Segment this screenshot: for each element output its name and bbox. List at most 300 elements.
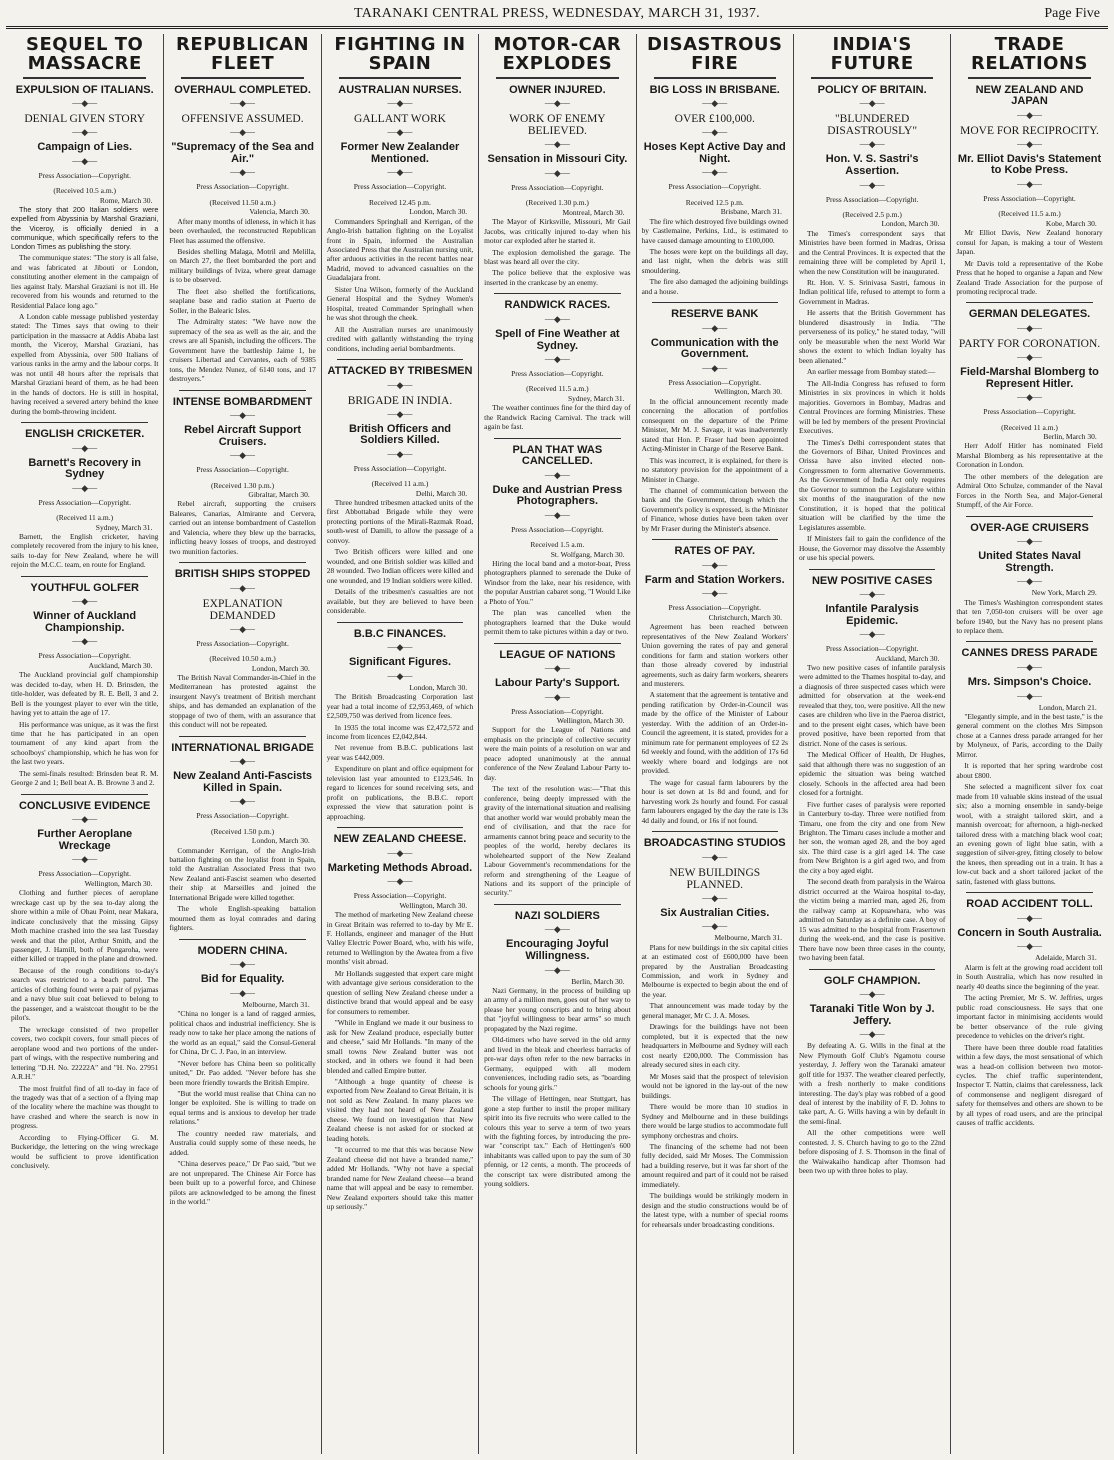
news-story <box>169 939 315 1207</box>
paragraph: The weather continues fine for the third day of the Randwick Racing Carnival. The track will again be fast. <box>484 403 631 432</box>
dateline: St. Wolfgang, March 30. <box>550 549 625 559</box>
story-headline: Communication with the Government. <box>650 336 779 361</box>
wire-credit: Press Association—Copyright. <box>511 183 604 192</box>
column-headline: REPUBLICAN FLEET <box>176 34 310 74</box>
story-separator <box>494 904 620 905</box>
paragraph: Rt. Hon. V. S. Srinivasa Sastri, famous in Indian political life, refused to attempt to form a Government in Madras. <box>798 278 946 306</box>
paragraph: The wage for casual farm labourers by the hour is set down at 1s 8d and found, and for harvesting work 2s hourly and found. For casual farm labourers engaged by the day the rate is 13s 4d daily and found, or 16s if not found. <box>641 777 788 825</box>
story-headline: Former New Zealander Mentioned. <box>340 141 460 165</box>
head-divider: —◆— <box>72 127 98 138</box>
headline-rule <box>811 77 933 79</box>
paragraph: According to Flying-Officer G. M. Buckeridge, the lettering on the wing wreckage would be sufficient to prove identification conclusively. <box>11 1132 159 1171</box>
story-body <box>799 229 945 563</box>
wire-credit: (Received 1.30 p.m.) <box>525 198 589 208</box>
wire-credit: (Received 11.5 a.m.) <box>526 384 589 394</box>
masthead <box>0 0 1114 26</box>
dateline: New York, March 29. <box>1031 588 1097 598</box>
news-story <box>484 438 630 637</box>
news-story <box>799 569 945 963</box>
paragraph: The fleet also shelled the fortifications, seaplane base and radio station at Puerto de Soller, in the Balearic Isles. <box>169 286 316 315</box>
paragraph: The Medical Officer of Health, Dr Hughes, said that although there was no suggestion of an epidemic the situation was being watched closely. Schools in the affected area had been closed for a fortnight. <box>798 750 946 798</box>
head-divider: —◆— <box>72 98 98 109</box>
wire-credit: Press Association—Copyright. <box>511 524 604 534</box>
paragraph: "China no longer is a land of ragged armies, political chaos and industrial inefficiency. She is ready now to take her place among the nations of the world as an equal," said the Consul-General for China, Dr C. J. Pao, in an interview. <box>169 1009 316 1057</box>
story-headline: EXPLANATION DEMANDED <box>202 597 283 622</box>
headline-rule <box>23 77 146 79</box>
story-headline: Labour Party's Support. <box>494 677 620 690</box>
wire-credit: (Received 10.50 a.m.) <box>209 654 276 664</box>
head-divider: —◆— <box>72 854 98 865</box>
story-headline: Campaign of Lies. <box>37 141 133 154</box>
story-headline: Duke and Austrian Press Photographers. <box>492 483 623 508</box>
head-divider: —◆— <box>544 139 570 150</box>
paragraph: An earlier message from Bombay stated:— <box>806 367 936 377</box>
news-story <box>11 85 158 416</box>
news-story <box>11 794 158 1171</box>
column-6 <box>793 34 950 1454</box>
wire-credit: (Received 1.30 p.m.) <box>211 480 275 490</box>
paragraph: The Mayor of Kirksville, Missouri, Mr Gail Jacobs, was critically injured to-day when his motor car exploded after he started it. <box>484 217 631 246</box>
paragraph: The Admiralty states: "We have now the supremacy of the sea as well as the air, and the crews are all Spanish, including the officers. The Government have the battleship Jaime 1, he cruisers Libertad and Cervantes, each of 9385 tons, the Mendez Nunez, of 6140 tons, and 17 destroyers." <box>169 317 316 384</box>
paragraph: By defeating A. G. Wills in the final at the New Plymouth Golf Club's Ngamotu course yesterday, J. Jeffery won the Taranaki amateur golf title for 1937. The weather cleared perfectly, with a fresh northerly to make conditions interesting. The day's play was robbed of a good deal of interest by the inability of F. D. Johns to take part, A. G. Wills having a win by default in the semi-final. <box>798 1041 946 1126</box>
story-headline: AUSTRALIAN NURSES. <box>338 83 462 96</box>
news-story <box>642 302 788 533</box>
story-headline: Bid for Equality. <box>200 973 285 986</box>
story-separator <box>179 562 305 563</box>
story-headline: YOUTHFUL GOLFER <box>30 581 139 594</box>
story-headline: BIG LOSS IN BRISBANE. <box>649 83 780 96</box>
story-headline: Mrs. Simpson's Choice. <box>967 675 1092 688</box>
story-body <box>484 403 630 431</box>
paragraph: The Times's Delhi correspondent states that the Governors of Bihar, United Provinces and Orissa have also invited elected non-Congressmen to form alternative Governments. As the Government of India Act only requires the Governor to summon the Legislature within six months of the inauguration of the new Constitution, it is hoped that the political situation will be clarified by the time the Legislatures assemble. <box>798 437 946 532</box>
head-divider: —◆— <box>387 379 413 390</box>
dateline: Sydney, March 31. <box>95 522 153 532</box>
dateline: London, March 30. <box>881 219 940 229</box>
wire-credit: (Received 2.5 p.m.) <box>842 209 902 219</box>
story-headline: BRIGADE IN INDIA. <box>347 394 453 407</box>
head-divider: —◆— <box>387 98 413 109</box>
story-headline: Farm and Station Workers. <box>644 573 785 586</box>
wire-credit: (Received 11 a.m.) <box>371 479 429 489</box>
story-separator <box>966 892 1092 893</box>
story-separator <box>21 576 148 577</box>
story-headline: Taranaki Title Won by J. Jeffery. <box>809 1003 935 1027</box>
story-headline: OVER-AGE CRUISERS <box>970 521 1089 534</box>
story-body <box>327 217 473 354</box>
paragraph: The buildings would be strikingly modern in design and the studio constructions would be of the latest type, with a number of special rooms for rehearsals under broadcasting conditions. <box>641 1191 788 1229</box>
head-divider: —◆— <box>230 98 256 109</box>
story-body <box>484 217 630 287</box>
story-separator <box>179 736 305 737</box>
dateline: Berlin, March 30. <box>1043 431 1097 441</box>
story-headline: INTENSE BOMBARDMENT <box>172 395 313 408</box>
head-divider: —◆— <box>702 167 728 178</box>
story-headline: INTERNATIONAL BRIGADE <box>171 741 314 754</box>
dateline: Wellington, March 30. <box>714 387 782 397</box>
news-story <box>169 390 315 557</box>
masthead-title: TARANAKI CENTRAL PRESS, WEDNESDAY, MARCH 31, 1937. <box>354 6 760 21</box>
paragraph: Five further cases of paralysis were reported in Canterbury to-day. Three were notified from Timaru, one from the city and one from New Brighton. The Timaru cases include a mother and her son, the woman aged 28, and the boy aged six. The third case is a girl aged 14. The case from New Brighton is a girl aged two, and from the city a boy aged eight. <box>798 799 946 875</box>
head-divider: —◆— <box>859 1029 885 1040</box>
head-divider: —◆— <box>72 636 98 647</box>
wire-credit: Press Association—Copyright. <box>511 706 604 716</box>
head-divider: —◆— <box>1017 392 1042 403</box>
column-headline: SEQUEL TO MASSACRE <box>26 34 144 74</box>
story-body <box>956 963 1102 1128</box>
paragraph: "But the world must realise that China can no longer be exploited. She is willing to trade on equal terms and is anxious to develop her trade relations." <box>169 1088 316 1127</box>
story-separator <box>966 516 1092 517</box>
wire-credit: Press Association—Copyright. <box>668 182 762 192</box>
story-separator <box>652 302 778 303</box>
head-divider: —◆— <box>544 924 570 935</box>
paragraph: The acting Premier, Mr S. W. Jeffries, urges public road consciousness. He says that one important factor in minimising accidents would be better observance of the rule giving precedence to vehicles on the driver's right. <box>956 993 1103 1041</box>
paragraph: Mr Moses said that the prospect of television would not be ignored in the lay-out of the new buildings. <box>641 1071 788 1100</box>
head-divider: —◆— <box>859 629 885 640</box>
wire-credit: Press Association—Copyright. <box>196 465 289 475</box>
paragraph: The fire which destroyed five buildings owned by Castlemaine, Perkins, Ltd., is estimated to have caused damage amounting to £100,000. <box>641 216 788 245</box>
paragraph: The British Broadcasting Corporation last year had a total income of £2,953,469, of which £2,509,750 was derived from licence fees. <box>326 692 474 721</box>
wire-credit: Press Association—Copyright. <box>196 638 289 648</box>
paragraph: Two new positive cases of infantile paralysis were admitted to the Thames hospital to-day, and a diagnosis of three suspected cases which were admitted for observation at the week-end revealed that they, too, were positive. All the new cases are children who live in the Paeroa district, and to the present eight cases, which have been proved positive, have been reported from that district. None of the cases is serious. <box>798 663 946 748</box>
dateline: Delhi, March 30. <box>415 488 468 498</box>
page-number: Page Five <box>1044 6 1100 21</box>
dateline: Brisbane, March 31. <box>720 207 782 217</box>
head-divider: —◆— <box>387 408 413 419</box>
column-headline: TRADE RELATIONS <box>971 34 1089 74</box>
story-headline: ATTACKED BY TRIBESMEN <box>327 365 473 378</box>
head-divider: —◆— <box>544 98 570 109</box>
story-headline: ROAD ACCIDENT TOLL. <box>966 898 1093 911</box>
story-headline: LEAGUE OF NATIONS <box>499 648 616 661</box>
paragraph: The Auckland provincial golf championship was decided to-day, when H. D. Brinsden, the title-holder, was defeated by R. E. Bell, 3 and 2. Bell is the youngest player to ever win the title, having yet to attain the age of 17. <box>11 670 159 718</box>
head-divider: —◆— <box>702 559 728 570</box>
story-separator <box>179 390 305 391</box>
head-divider: —◆— <box>387 167 413 178</box>
story-body <box>956 598 1102 636</box>
wire-credit: Press Association—Copyright. <box>825 644 919 654</box>
wire-credit: Press Association—Copyright. <box>668 603 762 613</box>
story-headline: United States Naval Strength. <box>978 550 1081 574</box>
paragraph: The story that 200 Italian soldiers were expelled from Abyssinia by Marshal Graziani, the Viceroy, is officially denied in a communique, which specifically refers to the London Times as publishing the story. <box>11 205 159 251</box>
head-divider: —◆— <box>230 756 256 767</box>
story-headline: British Officers and Soldiers Killed. <box>348 422 452 447</box>
head-divider: —◆— <box>1017 576 1042 587</box>
story-separator <box>337 622 463 623</box>
head-divider: —◆— <box>544 691 570 702</box>
news-story <box>956 302 1102 509</box>
paragraph: Sister Una Wilson, formerly of the Auckland General Hospital and the Sydney Women's Hospital, treated Commander Springhall when he was shot through the cheek. <box>326 284 474 323</box>
column-4 <box>478 34 635 1454</box>
columns-container <box>6 34 1108 1454</box>
paragraph: The most fruitful find of all to-day in face of the tragedy was that of a section of a flying map of the locality where the machine was thought to have crashed and where the search is now in progress. <box>11 1083 159 1131</box>
paragraph: That announcement was made today by the general manager, Mr C. J. A. Moses. <box>641 1001 788 1020</box>
head-divider: —◆— <box>72 442 98 453</box>
paragraph: If Ministers fail to gain the confidence of the House, the Governor may dissolve the Assembly or use his special powers. <box>798 534 946 563</box>
paragraph: After many months of idleness, in which it has been overhauled, the reconstructed Republican Fleet has assumed the offensive. <box>169 216 316 245</box>
story-headline: PARTY FOR CORONATION. <box>958 337 1101 350</box>
news-story <box>169 736 315 933</box>
paragraph: The hoses were kept on the buildings all day, and last night, when the debris was still smouldering. <box>641 247 788 275</box>
head-divider: —◆— <box>72 814 98 825</box>
head-divider: —◆— <box>387 876 413 887</box>
paragraph: Two British officers were killed and one wounded, and one British soldier was killed and 28 wounded. Two Indian officers were killed and one wounded, and 19 Indian soldiers were killed. <box>326 547 474 585</box>
head-divider: —◆— <box>544 964 570 975</box>
column-headline: INDIA'S FUTURE <box>830 34 914 74</box>
paragraph: Old-timers who have served in the old army and lived in the bleak and cheerless barracks of pre-war days often refer to the new barracks in Germany, equipped with all modern conveniences, including radio sets, as "boarding schools for young girls." <box>484 1035 631 1092</box>
head-divider: —◆— <box>1017 179 1042 190</box>
column-5 <box>636 34 793 1454</box>
head-divider: —◆— <box>702 363 728 373</box>
story-body <box>484 986 630 1189</box>
head-divider: —◆— <box>230 450 256 461</box>
paragraph: Support for the League of Nations and emphasis on the principle of collective security were the main points of a resolution on war and peace adopted unanimously at the annual conference of the New Zealand Labour Party to-day. <box>484 725 631 782</box>
story-headline: Infantile Paralysis Epidemic. <box>825 603 919 627</box>
wire-credit: Press Association—Copyright. <box>196 182 289 192</box>
head-divider: —◆— <box>702 588 728 599</box>
story-body <box>956 712 1102 886</box>
head-divider: —◆— <box>1017 941 1042 952</box>
paragraph: In 1935 the total income was £2,472,572 and income from licences £2,042,844. <box>326 722 474 741</box>
paragraph: "Never before has China been so politically united," Dr. Pao added. "Never before has she been more friendly towards the British Empire. <box>169 1058 316 1087</box>
dateline: Melbourne, March 31. <box>242 999 310 1009</box>
paragraph: Because of the rough conditions to-day's search was restricted to a beach patrol. The articles of clothing found were a pair of pyjamas and a navy blue suit coat believed to belong to the passenger, and a waistcoat thought to be the pilot's. <box>11 965 159 1023</box>
paragraph: The fire also damaged the adjoining buildings and a house. <box>641 277 788 296</box>
paragraph: She selected a magnificent silver fox coat made from 10 valuable skins instead of the usual six; also a morning ensemble in sandy-beige wool, with a straight tailored skirt, and a mannish overcoat; for afternoon, a high-necked tailored dress with a matching black wool coat; an evening gown of light blue satin, with a suggestion of silver-grey, fitting closely to below the knees, then spreading out in a train. It has a low-cut back and a short tailored jacket of the satin, fastened with glass buttons. <box>956 782 1103 886</box>
dateline: London, March 30. <box>409 682 468 692</box>
story-headline: RANDWICK RACES. <box>504 299 611 312</box>
story-headline: GOLF CHAMPION. <box>823 974 921 987</box>
paragraph: "Although a huge quantity of cheese is exported from New Zealand to Great Britain, it is not sold as New Zealand. In many places we visited they had not heard of New Zealand cheese. We found on investigation that New Zealand cheese is not asked for or stocked at leading hotels. <box>326 1077 474 1143</box>
head-divider: —◆— <box>544 168 570 178</box>
story-headline: OVER £100,000. <box>674 113 755 126</box>
story-body <box>642 217 788 297</box>
column-2 <box>163 34 320 1454</box>
paragraph: The British Naval Commander-in-Chief in the Mediterranean has protested against the insurgent Navy's treatment of British merchant ships, and has demanded an explanation of the stoppage of two of them, with an assurance that this conduct will not be repeated. <box>169 672 316 730</box>
story-body <box>169 673 315 730</box>
paragraph: Clothing and further pieces of aeroplane wreckage cast up by the sea to-day along the shore within a mile of Ohau Point, near Makara, indicate conclusively that the missing Gipsy Moth machine crashed into the sea last Tuesday week and that the pilot, Arthur Smith, and the passenger, J. Hamill, both of Pongaroha, were either killed or trapped in the plane and drowned. <box>11 888 159 964</box>
story-headline: GALLANT WORK <box>354 113 446 126</box>
wire-credit: Press Association—Copyright. <box>353 182 447 192</box>
story-headline: Barnett's Recovery in Sydney <box>28 456 142 481</box>
story-headline: Mr. Elliot Davis's Statement to Kobe Press. <box>957 152 1102 177</box>
paragraph: Herr Adolf Hitler has nominated Field Marshal Blomberg as his representative at the Coronation in London. <box>956 441 1103 470</box>
story-separator <box>494 438 620 439</box>
story-body <box>799 1041 945 1176</box>
paragraph: The All-India Congress has refused to form Ministries in six provinces in which it holds majorities. Governors in Bombay, Madras and Central Provinces are forming Ministries. These will be led by members of the present Provincial Executives. <box>798 378 946 436</box>
news-story <box>956 641 1102 886</box>
paragraph: The second death from paralysis in the Wairoa district occurred at the Wairoa hospital to-day, the victim being a married man, aged 26, from the railway camp at Kopuawhara, who was admitted on Saturday as a definite case. A boy of 15 was admitted to the hospital from Frasertown during the week-end, and the case is positive. There have now been three cases in the county, two having been fatal. <box>798 877 946 963</box>
paragraph: Alarm is felt at the growing road accident toll in South Australia, which has now resulted in nearly 40 deaths since the beginning of the year. <box>956 962 1103 991</box>
wire-credit: Press Association—Copyright. <box>668 378 762 387</box>
news-story <box>484 85 630 288</box>
dateline: Melbourne, March 31. <box>714 933 782 943</box>
paragraph: The financing of the scheme had not been fully decided, said Mr Moses. The Commission had a building reserve, but it was far short of the amount required and part of it could not be raised immediately. <box>641 1141 788 1189</box>
story-separator <box>337 827 463 828</box>
story-headline: DENIAL GIVEN STORY <box>24 113 146 126</box>
paragraph: Expenditure on plant and office equipment for television last year amounted to £123,546. In regard to licences for sound receiving sets, and profit on publications, the B.B.C. report expressed the view that saturation point is approaching. <box>326 764 474 821</box>
news-story <box>642 831 788 1229</box>
head-divider: —◆— <box>72 596 98 607</box>
paragraph: This was incorrect, it is explained, for there is no statutory provision for the appointment of a Minister in Charge. <box>641 455 788 484</box>
paragraph: Plans for new buildings in the six capital cities at an estimated cost of £600,000 have been prepared by the Australian Broadcasting Commission, and work in Sydney and Melbourne is expected to begin about the end of the year. <box>641 942 788 999</box>
news-story <box>169 85 315 384</box>
story-body <box>11 205 158 416</box>
head-divider: —◆— <box>1017 912 1042 923</box>
story-body <box>484 725 630 897</box>
story-headline: Encouraging Joyful Willingness. <box>506 938 609 963</box>
story-separator <box>809 569 935 570</box>
story-headline: Six Australian Cities. <box>660 906 770 919</box>
paragraph: Commanders Springhall and Kerrigan, of the Anglo-Irish battalion fighting on the Loyalist front in Spain, informed the Australian Associated Press that the Australian nursing unit, after arduous activities in the recent battles near Madrid, moved to advanced casualties on the Guadalajara front. <box>326 216 474 283</box>
head-divider: —◆— <box>1017 661 1042 672</box>
column-headline: DISASTROUS FIRE <box>646 34 783 74</box>
news-story <box>642 539 788 825</box>
paragraph: The village of Hettingen, near Stuttgart, has gone a step further to instil the proper military spirit into its five recruits who were called to the colours this year to serve a term of two years with the fighting forces, by introducing the pre-war "conscript tax." Each of Hettingen's 600 inhabitants was called upon to pay the sum of 30 pfennig, or 12 cents, a month. The proceeds of the conscript tax were distributed among the young soldiers. <box>484 1094 631 1189</box>
story-headline: New Zealand Anti-Fascists Killed in Spain. <box>173 770 313 794</box>
paragraph: Agreement has been reached between representatives of the New Zealand Workers' Union governing the rates of pay and general conditions for farm and station workers other than those already covered by industrial agreements, such as dairy farm workers, shearers and musterers. <box>641 622 788 688</box>
story-separator <box>21 422 148 423</box>
paragraph: The plan was cancelled when the photographers learned that the Duke would permit them to take pictures within a day or two. <box>484 608 631 637</box>
story-body <box>642 397 788 534</box>
head-divider: —◆— <box>1017 109 1042 120</box>
wire-credit: (Received 11.5 a.m.) <box>998 209 1061 219</box>
news-story <box>11 576 158 788</box>
wire-credit: (Received 10.5 a.m.) <box>53 186 117 196</box>
head-divider: —◆— <box>387 127 413 138</box>
news-story <box>956 85 1102 297</box>
news-story <box>484 643 630 898</box>
story-separator <box>652 539 778 540</box>
story-headline: Significant Figures. <box>348 656 452 669</box>
head-divider: —◆— <box>230 410 256 421</box>
story-headline: Hon. V. S. Sastri's Assertion. <box>825 153 919 177</box>
story-headline: EXPULSION OF ITALIANS. <box>15 83 154 96</box>
dateline: Kobe, March 30. <box>1045 218 1097 228</box>
wire-credit: Received 12.45 p.m. <box>369 197 431 207</box>
dateline: Sydney, March 31. <box>567 393 625 403</box>
dateline: Wellington, March 30. <box>84 878 153 888</box>
head-divider: —◆— <box>230 796 256 807</box>
story-separator <box>809 969 935 970</box>
story-separator <box>337 359 463 360</box>
paragraph: The Times's Washington correspondent states that ten 7,050-ton cruisers will be over age before 1940, but the Navy has no present plans to replace them. <box>956 597 1103 635</box>
head-divider: —◆— <box>702 921 728 932</box>
wire-credit: Press Association—Copyright. <box>38 497 131 507</box>
paragraph: The Times's correspondent says that Ministries have been formed in Madras, Orissa and the Central Provinces. It is expected that the remaining three will be completed by April 1, when the new Constitution will be inaugurated. <box>798 228 946 276</box>
head-divider: —◆— <box>387 847 413 858</box>
head-divider: —◆— <box>702 127 728 138</box>
dateline: Gibraltar, March 30. <box>248 489 310 499</box>
story-headline: BROADCASTING STUDIOS <box>643 837 786 849</box>
head-divider: —◆— <box>859 139 885 150</box>
paragraph: Rebel aircraft, supporting the cruisers Baleares, Canarias, Almirante and Cervera, carried out an intense bombardment of Castellon and Valencia, where they blew up the barracks, inflicting heavy losses of troops, and destroyed two munition factories. <box>169 499 316 556</box>
wire-credit: (Received 11 a.m.) <box>1001 422 1058 432</box>
headline-rule <box>968 77 1090 79</box>
paragraph: Details of the tribesmen's casualties are not available, but they are believed to have been considerable. <box>326 587 474 616</box>
wire-credit: (Received 11 a.m.) <box>56 513 114 523</box>
wire-credit: Press Association—Copyright. <box>196 811 289 821</box>
news-story <box>327 622 473 822</box>
head-divider: —◆— <box>1017 690 1042 701</box>
column-headline: FIGHTING IN SPAIN <box>334 34 466 74</box>
paragraph: "It occurred to me that this was because New Zealand cheese did not have a branded name," added Mr Hollands. "Why not have a special branded name for New Zealand cheese—a brand name that will appeal and be easy to remember. New Zealand exporters should take this matter up seriously." <box>326 1145 474 1212</box>
paragraph: "While in England we made it our business to ask for New Zealand produce, especially butter and cheese," said Mr Hollands. "In many of the small towns New Zealand butter was not stocked, and in others we found it had been blended and called Empire butter. <box>326 1018 474 1075</box>
story-headline: Marketing Methods Abroad. <box>327 861 473 874</box>
story-headline: OFFENSIVE ASSUMED. <box>181 113 304 126</box>
story-headline: NEW ZEALAND AND JAPAN <box>975 83 1084 108</box>
dateline: Rome, March 30. <box>99 195 153 205</box>
dateline: London, March 30. <box>251 663 310 673</box>
dateline: London, March 21. <box>1038 702 1097 712</box>
story-body <box>642 943 788 1230</box>
head-divider: —◆— <box>387 642 413 653</box>
story-headline: MOVE FOR RECIPROCITY. <box>960 124 1099 137</box>
dateline: Montreal, March 30. <box>562 207 625 217</box>
head-divider: —◆— <box>230 959 256 970</box>
news-story <box>327 85 473 353</box>
head-divider: —◆— <box>387 448 413 459</box>
story-separator <box>494 643 620 644</box>
dateline: Valencia, March 30. <box>249 207 310 217</box>
story-headline: RATES OF PAY. <box>674 545 755 558</box>
head-divider: —◆— <box>544 354 570 365</box>
wire-credit: Press Association—Copyright. <box>353 463 447 473</box>
story-headline: NEW BUILDINGS PLANNED. <box>669 866 761 891</box>
paragraph: Net revenue from B.B.C. publications last year was £442,009. <box>326 743 474 762</box>
news-story <box>327 827 473 1211</box>
story-headline: BRITISH SHIPS STOPPED <box>174 568 311 581</box>
paragraph: Barnett, the English cricketer, having completely recovered from the injury to his knee, sails to-day for New Zealand, where he will rejoin the M.C.C. team, en route for England. <box>11 531 159 570</box>
story-body <box>642 622 788 825</box>
story-headline: Hoses Kept Active Day and Night. <box>643 141 786 165</box>
paragraph: "Elegantly simple, and in the best taste," is the general comment on the clothes Mrs Simpson chose at a Cannes dress parade arranged for her by Molyneux, of Paris, according to the Daily Mirror. <box>956 711 1103 759</box>
story-separator <box>494 293 620 294</box>
headline-rule <box>339 77 461 79</box>
story-headline: RESERVE BANK <box>671 308 759 321</box>
paragraph: The other members of the delegation are Admiral Otto Schulze, commander of the Naval Forces in the North Sea, and Major-General Stumpff, of the Air Force. <box>956 471 1103 510</box>
head-divider: —◆— <box>72 482 98 493</box>
paragraph: "China deserves peace," Dr Pao said, "but we are not unprepared. The Chinese Air Force has been built up to a powerful force, and Chinese pilots are acknowledged to be among the finest in the world." <box>169 1159 316 1207</box>
story-headline: NEW ZEALAND CHEESE. <box>333 833 467 846</box>
wire-credit: Press Association—Copyright. <box>825 194 919 204</box>
story-body <box>956 441 1102 509</box>
news-story <box>642 85 788 297</box>
news-story <box>484 904 630 1189</box>
news-story <box>799 85 945 563</box>
paragraph: All the Australian nurses are unanimously credited with gallantly withstanding the trying conditions, including aerial bombardments. <box>326 324 474 353</box>
story-headline: Rebel Aircraft Support Cruisers. <box>184 424 302 448</box>
dateline: Auckland, March 30. <box>88 660 153 670</box>
story-headline: GERMAN DELEGATES. <box>968 308 1091 321</box>
head-divider: —◆— <box>544 469 570 480</box>
news-story <box>484 293 630 431</box>
story-body <box>799 663 945 963</box>
head-divider: —◆— <box>230 127 256 138</box>
story-body <box>327 910 473 1212</box>
paragraph: Hiring the local band and a motor-boat, Press photographers planned to serenade the Duke of Windsor from the lake, near his residence, with the popular Austrian cabaret song, "I Would Like a Photo of You." <box>484 558 631 606</box>
paragraph: The country needed raw materials, and Australia could supply some of these needs, he added. <box>169 1128 316 1157</box>
column-3 <box>321 34 478 1454</box>
story-separator <box>652 831 778 832</box>
story-body <box>11 670 158 788</box>
head-divider: —◆— <box>544 509 570 520</box>
paragraph: Drawings for the buildings have not been completed, but it is expected that the new headquarters in Melbourne and Sydney will each cost nearly £200,000. The Commission has already secured sites in each city. <box>641 1022 788 1070</box>
story-body <box>327 498 473 616</box>
head-divider: —◆— <box>702 851 728 862</box>
column-headline: MOTOR-CAR EXPLODES <box>493 34 622 74</box>
dateline: Christchurch, March 30. <box>708 612 782 622</box>
head-divider: —◆— <box>544 663 570 674</box>
